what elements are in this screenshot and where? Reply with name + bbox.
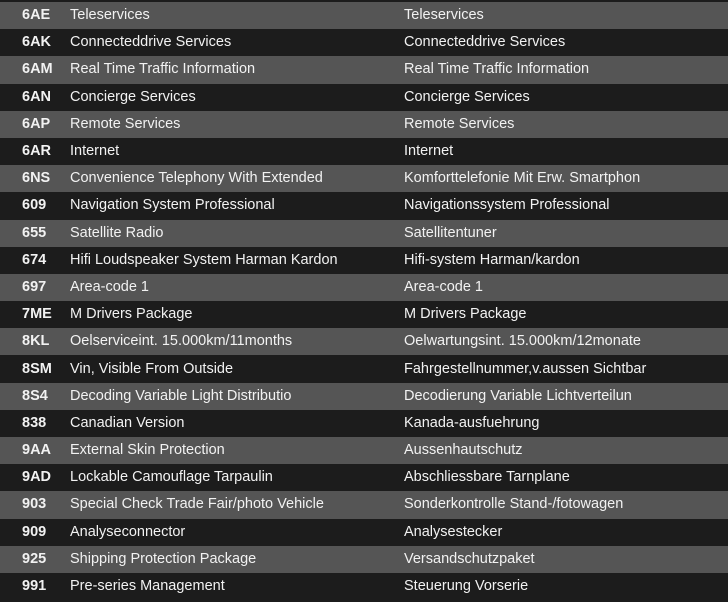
option-row bbox=[0, 437, 728, 464]
option-code: 6AP bbox=[22, 115, 51, 132]
option-row bbox=[0, 274, 728, 301]
option-description-de: Concierge Services bbox=[404, 88, 530, 105]
option-description-de: Navigationssystem Professional bbox=[404, 197, 610, 214]
option-description-en: M Drivers Package bbox=[70, 306, 193, 323]
option-description-de: Remote Services bbox=[404, 115, 515, 132]
option-description-de: Internet bbox=[404, 143, 454, 160]
option-code: 991 bbox=[22, 578, 47, 595]
option-row bbox=[0, 138, 728, 165]
option-code: 6AM bbox=[22, 61, 53, 78]
option-description-en: Canadian Version bbox=[70, 414, 185, 431]
option-code: 674 bbox=[22, 251, 47, 268]
option-code: 6AR bbox=[22, 143, 52, 160]
option-description-en: Satellite Radio bbox=[70, 224, 164, 241]
option-description-de: Teleservices bbox=[404, 7, 484, 24]
option-description-en: Teleservices bbox=[70, 7, 150, 24]
option-code: 8S4 bbox=[22, 387, 48, 404]
option-row bbox=[0, 247, 728, 274]
option-row bbox=[0, 56, 728, 83]
option-description-en: Real Time Traffic Information bbox=[70, 61, 256, 78]
option-description-en: Internet bbox=[70, 143, 120, 160]
option-description-de: Analysestecker bbox=[404, 523, 503, 540]
option-row bbox=[0, 546, 728, 573]
option-description-de: Decodierung Variable Lichtverteilun bbox=[404, 387, 632, 404]
option-description-de: Aussenhautschutz bbox=[404, 442, 523, 459]
option-row bbox=[0, 84, 728, 111]
option-description-de: Versandschutzpaket bbox=[404, 550, 535, 567]
option-row bbox=[0, 192, 728, 219]
option-row bbox=[0, 410, 728, 437]
option-row bbox=[0, 464, 728, 491]
option-row bbox=[0, 519, 728, 546]
option-description-de: Abschliessbare Tarnplane bbox=[404, 469, 570, 486]
option-code: 838 bbox=[22, 414, 47, 431]
option-description-en: Vin, Visible From Outside bbox=[70, 360, 234, 377]
option-description-en: Special Check Trade Fair/photo Vehicle bbox=[70, 496, 324, 513]
option-description-de: Sonderkontrolle Stand-/fotowagen bbox=[404, 496, 624, 513]
option-description-de: Connecteddrive Services bbox=[404, 34, 566, 51]
option-code: 9AD bbox=[22, 469, 52, 486]
option-description-de: Kanada-ausfuehrung bbox=[404, 414, 540, 431]
option-description-en: Oelserviceint. 15.000km/11months bbox=[70, 333, 293, 350]
option-description-en: Remote Services bbox=[70, 115, 181, 132]
options-table bbox=[0, 2, 728, 600]
option-description-en: Hifi Loudspeaker System Harman Kardon bbox=[70, 251, 338, 268]
option-description-en: Concierge Services bbox=[70, 88, 196, 105]
option-description-en: Decoding Variable Light Distributio bbox=[70, 387, 292, 404]
option-description-de: Steuerung Vorserie bbox=[404, 578, 529, 595]
option-description-en: Lockable Camouflage Tarpaulin bbox=[70, 469, 273, 486]
option-description-en: Pre-series Management bbox=[70, 578, 225, 595]
option-code: 7ME bbox=[22, 306, 52, 323]
option-code: 655 bbox=[22, 224, 47, 241]
option-description-de: Fahrgestellnummer,v.aussen Sichtbar bbox=[404, 360, 647, 377]
option-code: 6AK bbox=[22, 34, 52, 51]
option-code: 697 bbox=[22, 278, 47, 295]
option-row bbox=[0, 301, 728, 328]
option-code: 8SM bbox=[22, 360, 52, 377]
option-description-en: Connecteddrive Services bbox=[70, 34, 232, 51]
option-code: 903 bbox=[22, 496, 47, 513]
option-description-en: Analyseconnector bbox=[70, 523, 186, 540]
option-code: 9AA bbox=[22, 442, 52, 459]
option-description-en: Area-code 1 bbox=[70, 278, 149, 295]
option-description-de: Hifi-system Harman/kardon bbox=[404, 251, 580, 268]
option-description-en: Convenience Telephony With Extended bbox=[70, 170, 323, 187]
option-description-en: Navigation System Professional bbox=[70, 197, 275, 214]
options-table-body bbox=[0, 2, 728, 600]
option-row bbox=[0, 220, 728, 247]
option-row bbox=[0, 383, 728, 410]
option-code: 6AN bbox=[22, 88, 52, 105]
option-description-de: M Drivers Package bbox=[404, 306, 527, 323]
option-row bbox=[0, 491, 728, 518]
option-row bbox=[0, 29, 728, 56]
option-row bbox=[0, 328, 728, 355]
option-row bbox=[0, 2, 728, 29]
option-row bbox=[0, 355, 728, 382]
option-code: 925 bbox=[22, 550, 47, 567]
option-description-en: External Skin Protection bbox=[70, 442, 225, 459]
option-row bbox=[0, 573, 728, 600]
option-description-de: Real Time Traffic Information bbox=[404, 61, 590, 78]
option-code: 6AE bbox=[22, 7, 51, 24]
option-row bbox=[0, 165, 728, 192]
option-description-de: Area-code 1 bbox=[404, 278, 483, 295]
option-code: 609 bbox=[22, 197, 47, 214]
option-code: 8KL bbox=[22, 333, 50, 350]
option-description-en: Shipping Protection Package bbox=[70, 550, 257, 567]
option-description-de: Satellitentuner bbox=[404, 224, 497, 241]
option-code: 909 bbox=[22, 523, 47, 540]
option-description-de: Komforttelefonie Mit Erw. Smartphon bbox=[404, 170, 641, 187]
option-row bbox=[0, 111, 728, 138]
option-code: 6NS bbox=[22, 170, 51, 187]
option-description-de: Oelwartungsint. 15.000km/12monate bbox=[404, 333, 641, 350]
